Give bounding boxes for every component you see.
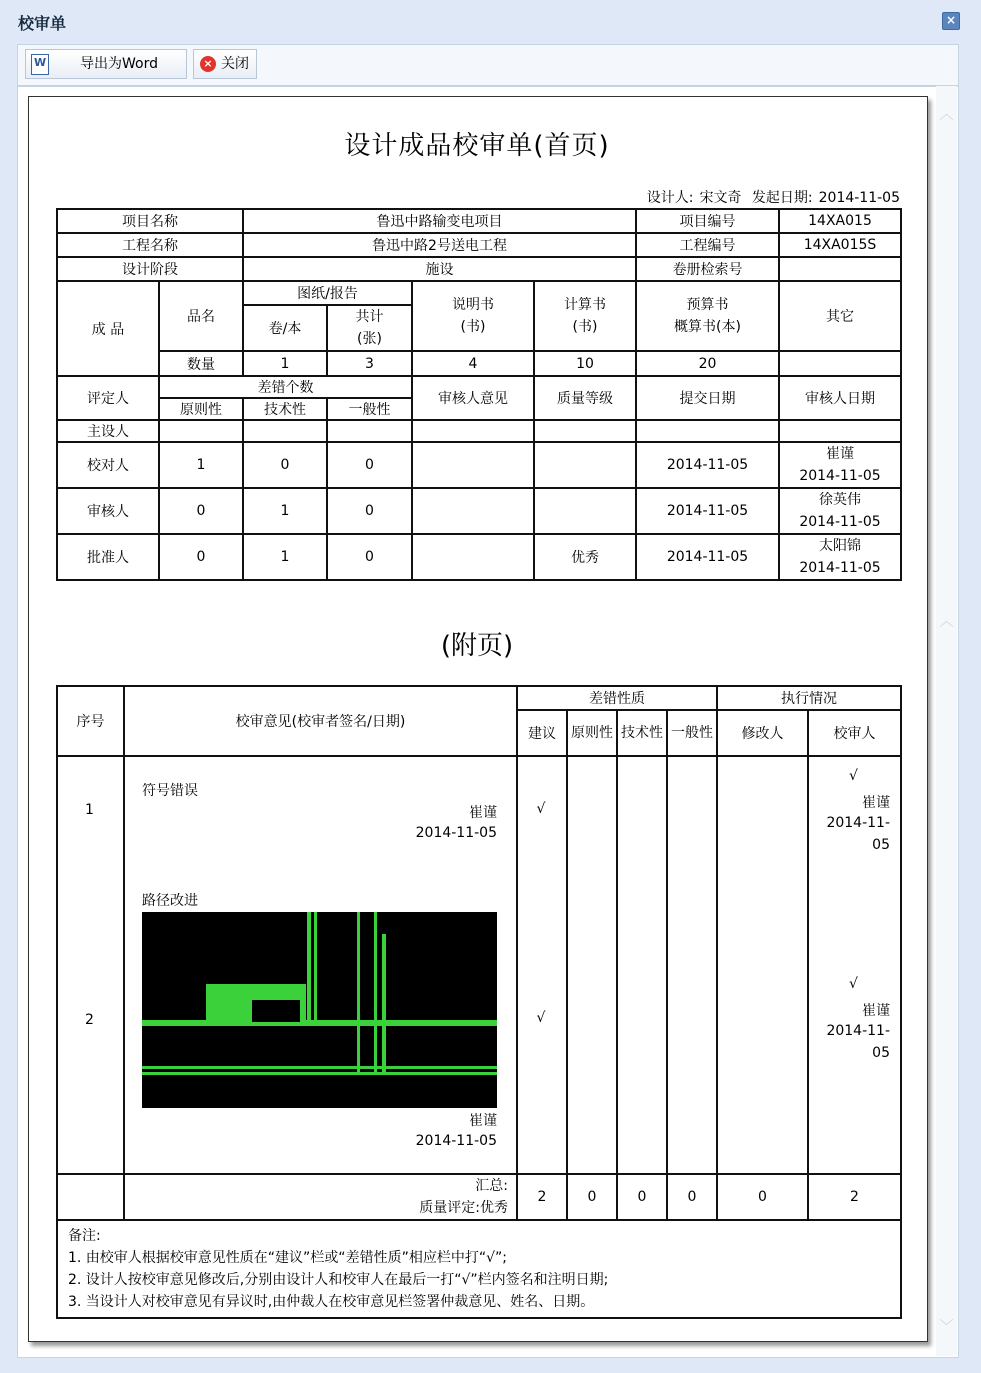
total-label: 共计: [355, 309, 384, 325]
exec-header: 执行情况: [717, 686, 901, 710]
rater-label: 评定人: [57, 376, 159, 420]
table-row: [57, 420, 901, 442]
start-date: 2014-11-05: [818, 190, 900, 206]
quality-cell: [534, 420, 636, 442]
qty-label: 数量: [159, 351, 243, 376]
qty-other: [779, 351, 901, 376]
opinion-cell: [412, 488, 534, 534]
summary-principle: 0: [567, 1174, 617, 1220]
volumes-label: 卷/本: [243, 305, 327, 351]
technical-cell: [243, 420, 327, 442]
window-title: 校审单: [18, 14, 67, 33]
item-comment-1: 符号错误: [142, 783, 198, 799]
general-cell: 0: [327, 488, 412, 534]
item-checker-mark-2: √: [849, 976, 858, 992]
table-row: [57, 488, 901, 534]
item-seq-2: 2: [85, 1012, 94, 1028]
note-1: 1. 由校审人根据校审意见性质在“建议”栏或“差错性质”相应栏中打“√”;: [68, 1250, 507, 1266]
technical-cell: 1: [243, 488, 327, 534]
item-checker-date-a-2: 2014-11-: [826, 1023, 890, 1039]
reviewer-date: 2014-11-05: [799, 514, 881, 530]
close-button[interactable]: [193, 49, 257, 79]
window-close-icon[interactable]: ×: [942, 12, 960, 30]
reviewer-cell: [779, 534, 901, 580]
item-checker-1: 崔谨: [862, 795, 890, 811]
scroll-mid-icon[interactable]: ︿: [939, 614, 954, 630]
reviewer-date: 2014-11-05: [799, 468, 881, 484]
item-signer-1: 崔谨: [469, 805, 497, 821]
scroll-down-icon[interactable]: ﹀: [939, 1319, 954, 1335]
volume-label: 卷册检索号: [636, 257, 779, 281]
item-checker-mark-1: √: [849, 768, 858, 784]
item-checker-2: 崔谨: [862, 1003, 890, 1019]
spec-unit: (书): [460, 319, 486, 335]
item-suggest-1: √: [536, 801, 546, 817]
table-row: [57, 534, 901, 580]
front-page-table: [56, 208, 902, 581]
submit-cell: [636, 420, 779, 442]
errors-label: 差错个数: [159, 376, 412, 398]
general-cell: 0: [327, 534, 412, 580]
opinion-cell: [412, 442, 534, 488]
general-label: 一般性: [327, 398, 412, 420]
budget-label: 预算书: [686, 297, 729, 313]
qty-budget: 20: [636, 351, 779, 376]
start-date-label: 发起日期:: [751, 190, 813, 206]
general-header: 一般性: [667, 710, 717, 756]
opinion-header: 校审意见(校审者签名/日期): [124, 686, 517, 756]
spec-header: [412, 281, 534, 351]
item-comment-2: 路径改进: [142, 893, 198, 909]
close-icon: ×: [200, 56, 216, 72]
summary-quality: 质量评定:优秀: [419, 1200, 508, 1216]
sheets-unit: (张): [357, 331, 382, 347]
sheet-title: 设计成品校审单(首页): [344, 131, 610, 161]
item-date-2: 2014-11-05: [415, 1133, 497, 1149]
seq-header: 序号: [57, 686, 124, 756]
summary-checker: 2: [808, 1174, 901, 1220]
budget-header: [636, 281, 779, 351]
window-title-bar: [0, 0, 981, 42]
stage-label: 设计阶段: [57, 257, 243, 281]
reviewer-date: 2014-11-05: [799, 560, 881, 576]
general-cell: 0: [327, 442, 412, 488]
qty-sheets: 3: [327, 351, 412, 376]
qty-spec: 4: [412, 351, 534, 376]
vertical-scrollbar[interactable]: [936, 86, 957, 1356]
technical-label: 技术性: [243, 398, 327, 420]
technical-cell: 0: [243, 442, 327, 488]
technical-cell: 1: [243, 534, 327, 580]
submit-label: 提交日期: [636, 376, 779, 420]
designer-name: 宋文奇: [699, 190, 742, 206]
table-row: [57, 442, 901, 488]
principle-cell: 0: [159, 488, 243, 534]
role-cell: 主设人: [57, 420, 159, 442]
cad-drawing-image: [142, 912, 497, 1108]
quality-cell: [534, 488, 636, 534]
opinion-label: 审核人意见: [412, 376, 534, 420]
reviewer-name: 太阳锦: [819, 538, 861, 554]
other-label: 其它: [779, 281, 901, 351]
item-seq-1: 1: [85, 802, 94, 818]
summary-row: [57, 1174, 901, 1220]
reviewer-cell: [779, 420, 901, 442]
project-name-label: 项目名称: [57, 209, 243, 233]
quality-label: 质量等级: [534, 376, 636, 420]
summary-cell: [124, 1174, 517, 1220]
estimate-label: 概算书(本): [674, 319, 741, 335]
suggest-cell: [517, 756, 567, 1174]
drawings-label: 图纸/报告: [243, 281, 412, 305]
summary-modifier: 0: [717, 1174, 808, 1220]
engineering-no: 14XA015S: [779, 233, 901, 257]
item-checker-date-b-1: 05: [872, 837, 890, 853]
summary-technical: 0: [617, 1174, 667, 1220]
summary-label: 汇总:: [475, 1178, 508, 1194]
item-checker-date-a-1: 2014-11-: [826, 815, 890, 831]
principle-label: 原则性: [159, 398, 243, 420]
appendix-title: (附页): [440, 631, 514, 661]
notes-title: 备注:: [68, 1228, 101, 1244]
reviewer-date-label: 审核人日期: [779, 376, 901, 420]
reviewer-name: 徐英伟: [819, 492, 861, 508]
reviewer-cell: [779, 442, 901, 488]
word-doc-icon: [31, 54, 49, 75]
item-checker-date-b-2: 05: [872, 1045, 890, 1061]
technical-header: 技术性: [617, 710, 667, 756]
qty-volumes: 1: [243, 351, 327, 376]
project-name: 鲁迅中路输变电项目: [243, 209, 636, 233]
project-no: 14XA015: [779, 209, 901, 233]
quality-cell: 优秀: [534, 534, 636, 580]
principle-cell: [159, 420, 243, 442]
toolbar: [17, 44, 959, 86]
engineering-no-label: 工程编号: [636, 233, 779, 257]
close-label: 关闭: [221, 56, 249, 72]
stage-value: 施设: [243, 257, 636, 281]
checker-header: 校审人: [808, 710, 901, 756]
engineering-name: 鲁迅中路2号送电工程: [243, 233, 636, 257]
principle-cell: 1: [159, 442, 243, 488]
item-date-1: 2014-11-05: [415, 825, 497, 841]
calc-unit: (书): [572, 319, 598, 335]
general-cell: [327, 420, 412, 442]
role-cell: 批准人: [57, 534, 159, 580]
note-3: 3. 当设计人对校审意见有异议时,由仲裁人在校审意见栏签署仲裁意见、姓名、日期。: [68, 1294, 595, 1310]
summary-general: 0: [667, 1174, 717, 1220]
item-suggest-2: √: [536, 1010, 546, 1026]
submit-cell: 2014-11-05: [636, 442, 779, 488]
opinion-cell: [412, 420, 534, 442]
principle-cell: 0: [159, 534, 243, 580]
calc-label: 计算书: [564, 297, 606, 313]
reviewer-name: 崔谨: [826, 446, 854, 462]
engineering-name-label: 工程名称: [57, 233, 243, 257]
sheet-meta: [560, 187, 900, 207]
reviewer-cell: [779, 488, 901, 534]
export-word-label: 导出为Word: [80, 56, 158, 72]
qty-calc: 10: [534, 351, 636, 376]
notes-cell: [57, 1220, 901, 1318]
item-name-label: 品名: [159, 281, 243, 351]
suggest-header: 建议: [517, 710, 567, 756]
nature-header: 差错性质: [517, 686, 717, 710]
role-cell: 审核人: [57, 488, 159, 534]
scroll-up-icon[interactable]: ︿: [939, 107, 954, 123]
total-header: [327, 305, 412, 351]
note-2: 2. 设计人按校审意见修改后,分别由设计人和校审人在最后一打“√”栏内签名和注明日期;: [68, 1272, 609, 1288]
modifier-header: 修改人: [717, 710, 808, 756]
submit-cell: 2014-11-05: [636, 488, 779, 534]
submit-cell: 2014-11-05: [636, 534, 779, 580]
designer-label: 设计人:: [646, 190, 694, 206]
spec-label: 说明书: [452, 297, 494, 313]
role-cell: 校对人: [57, 442, 159, 488]
calc-header: [534, 281, 636, 351]
summary-suggest: 2: [517, 1174, 567, 1220]
product-label: 成 品: [57, 281, 159, 376]
export-word-button[interactable]: [25, 49, 187, 79]
quality-cell: [534, 442, 636, 488]
volume-value: [779, 257, 901, 281]
item-signer-2: 崔谨: [469, 1113, 497, 1129]
seq-cell: [57, 756, 124, 1174]
principle-header: 原则性: [567, 710, 617, 756]
project-no-label: 项目编号: [636, 209, 779, 233]
opinion-cell: [412, 534, 534, 580]
